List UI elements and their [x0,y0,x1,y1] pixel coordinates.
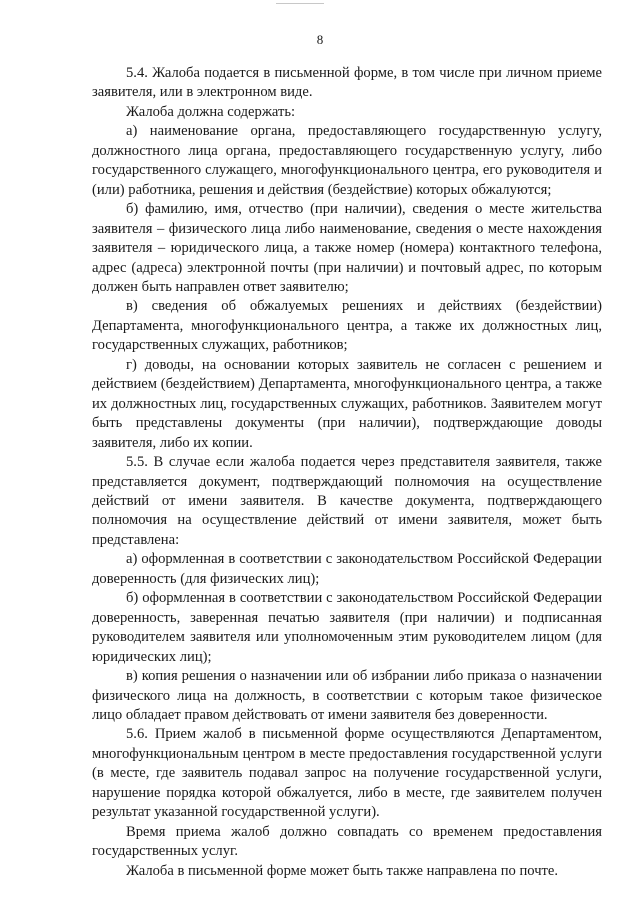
page-number: 8 [316,32,324,47]
paragraph-5-5: 5.5. В случае если жалоба подается через представителя заявителя, также представляется документ, подтверждающий полномочия на осуществление действий от имени заявителя. В качестве документа, подтверждающего полномочия на осуществление действий от имени заявителя, может быть представлена: [92,454,602,548]
paragraph-item-g: г) доводы, на основании которых заявитель не согласен с решением и действием (бездействием) Департамента, многофункционального центра, а также их должностных лиц, государственных служащих, работников. Заявителем могут быть представлены документы (при наличии), подтверждающие доводы заявителя, либо их копии. [92,356,602,451]
paragraph-item-a: а) наименование органа, предоставляющего государственную услугу, должностного лица органа, предоставляющего государственную услугу, либо государственного служащего, многофункционального центра, его руководителя и (или) работника, решения и действия (бездействие) которых обжалуются; [92,123,602,198]
paragraph-reception-time: Время приема жалоб должно совпадать со временем предоставления государственных услуг. [92,823,602,860]
paragraph-item-v: в) сведения об обжалуемых решениях и действиях (бездействии) Департамента, многофункционального центра, а также их должностных лиц, государственных служащих, работников; [92,298,602,354]
paragraph-complaint-contents-intro: Жалоба должна содержать: [126,103,296,120]
paragraph-5-5-item-b: б) оформленная в соответствии с законодательством Российской Федерации доверенность, заверенная печатью заявителя (при наличии) и подписанная руководителем заявителя или уполномоченным этим руководителем лицом (для юридических лиц); [92,590,602,665]
paragraph-5-5-item-v: в) копия решения о назначении или об избрании либо приказа о назначении физического лица на должность, в соответствии с которым такое физическое лицо обладает правом действовать от имени заявителя без доверенности. [92,668,602,723]
paragraph-5-6: 5.6. Прием жалоб в письменной форме осуществляются Департаментом, многофункциональным центром в месте предоставления государственной услуги (в месте, где заявитель подавал запрос на получение государственной услуги, нарушение порядка которой обжалуется, либо в месте, где заявителем получен результат указанной государственной услуги). [92,726,602,821]
paragraph-5-5-item-a: а) оформленная в соответствии с законодательством Российской Федерации доверенность (для физических лиц); [92,551,602,587]
paragraph-item-b: б) фамилию, имя, отчество (при наличии), сведения о месте жительства заявителя – физического лица либо наименование, сведения о месте нахождения заявителя – юридического лица, а также номер (номера) контактного телефона, адрес (адреса) электронной почты (при наличии) и почтовый адрес, по которым должен быть направлен ответ заявителю; [92,201,602,295]
paragraph-5-4: 5.4. Жалоба подается в письменной форме, в том числе при личном приеме заявителя, или в электронном виде. [92,65,602,101]
paragraph-postal-submission: Жалоба в письменной форме может быть также направлена по почте. [126,862,559,879]
document-body [92,64,602,881]
scan-top-mark [276,0,324,4]
